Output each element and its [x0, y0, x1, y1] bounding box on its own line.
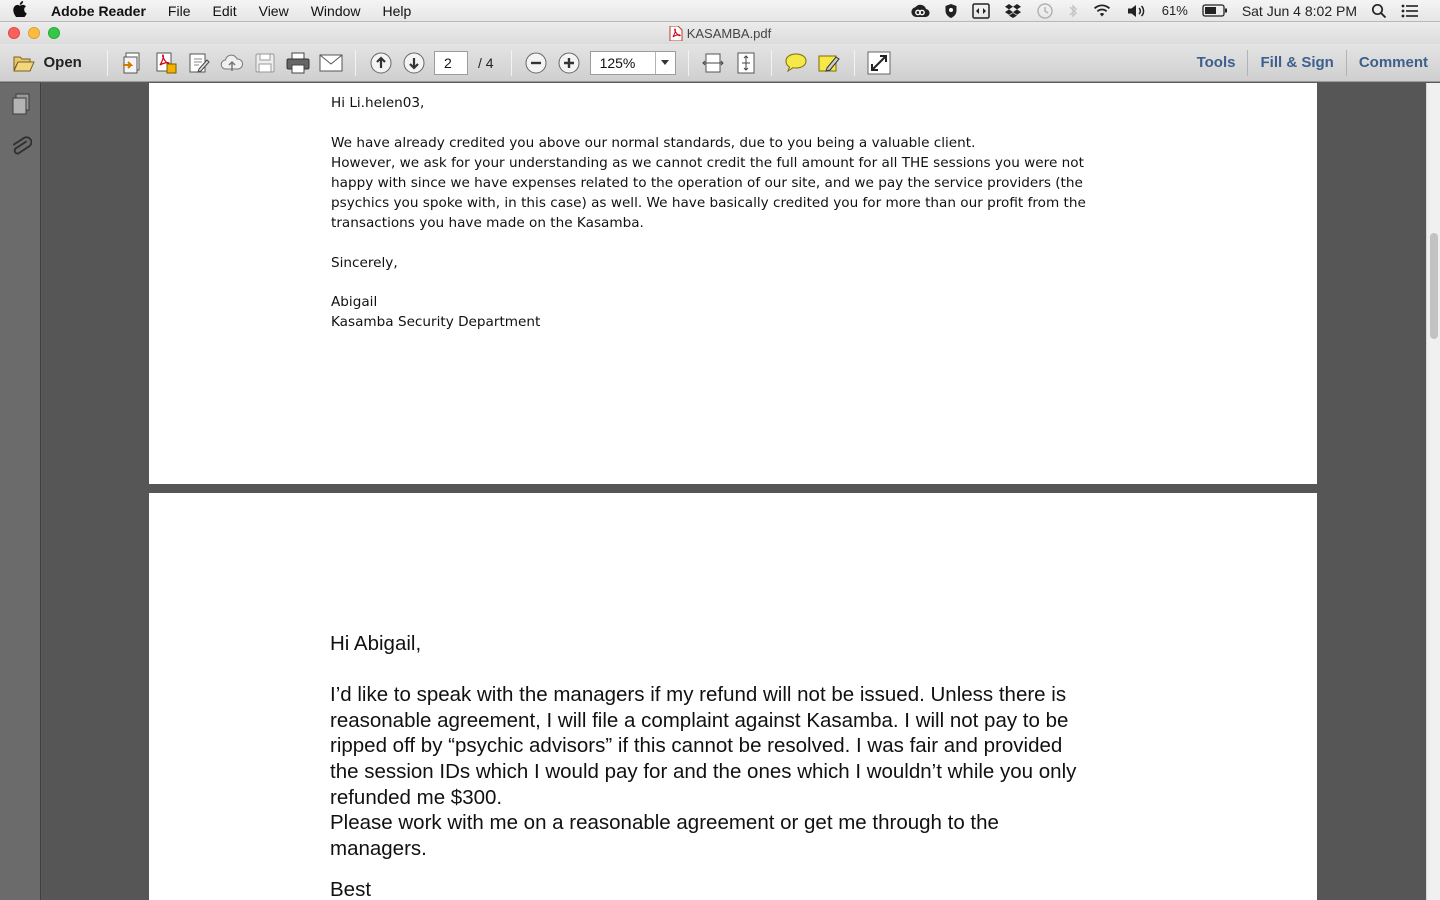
bluetooth-icon[interactable] [1068, 3, 1078, 19]
page1-signature-name: Abigail [331, 294, 378, 310]
pdf-page-2 [149, 493, 1317, 900]
upload-button[interactable] [218, 49, 246, 77]
menu-app-name[interactable]: Adobe Reader [51, 2, 146, 19]
page2-body-line: managers. [330, 837, 427, 860]
page-thumbnails-icon [10, 93, 32, 115]
dropbox-icon[interactable] [1004, 3, 1022, 19]
attachments-button[interactable] [10, 135, 32, 164]
page-thumbnails-button[interactable] [10, 93, 32, 120]
expand-arrows-icon [867, 51, 891, 75]
tools-tab[interactable]: Tools [1196, 53, 1236, 71]
scrollbar-thumb[interactable] [1430, 233, 1438, 339]
fit-page-button[interactable] [732, 49, 760, 77]
status-area [903, 0, 1440, 22]
toolbar-separator [854, 50, 855, 76]
notification-center-icon[interactable] [1401, 4, 1419, 18]
pdf-file-icon [669, 26, 683, 41]
battery-percent[interactable]: 61% [1161, 3, 1188, 18]
page2-body-line: ripped off by “psychic advisors” if this cannot be resolved. I was fair and provided [330, 734, 1063, 757]
fit-width-button[interactable] [699, 49, 727, 77]
close-window-button[interactable] [8, 27, 20, 39]
toolbar-separator [688, 50, 689, 76]
window-title-text: KASAMBA.pdf [686, 25, 772, 41]
page1-body-line: transactions you have made on the Kasamba. [331, 215, 644, 231]
page1-body-line: We have already credited you above our normal standards, due to you being a valuable client. [331, 135, 976, 151]
page2-body-line: the session IDs which I would pay for and the ones which I wouldn’t while you only [330, 760, 1077, 783]
page1-body-line: psychics you spoke with, in this case) as well. We have basically credited you for more than our profit from the [331, 195, 1086, 211]
add-comment-button[interactable] [782, 49, 810, 77]
navigation-pane [0, 83, 41, 900]
plus-circle-icon [557, 51, 581, 75]
menu-help[interactable]: Help [382, 2, 412, 19]
document-view[interactable] [42, 83, 1426, 900]
task-pane-tabs [1185, 44, 1440, 82]
apple-icon [13, 1, 27, 17]
minus-circle-icon [524, 51, 548, 75]
fill-sign-tab[interactable]: Fill & Sign [1260, 53, 1334, 71]
spotlight-icon[interactable] [1371, 3, 1387, 19]
creative-cloud-icon[interactable] [910, 4, 930, 18]
printer-icon [286, 52, 310, 74]
toolbar-separator [355, 50, 356, 76]
toolbar [0, 44, 1440, 82]
zoom-in-button[interactable] [555, 49, 583, 77]
open-label: Open [43, 54, 82, 71]
page1-body-line: happy with since we have expenses related to the operation of our site, and we pay the service providers (the [331, 175, 1083, 191]
cloud-upload-icon [220, 51, 244, 75]
arrow-up-circle-icon [369, 51, 393, 75]
highlighter-icon [817, 51, 841, 75]
create-pdf-button[interactable] [119, 49, 147, 77]
window-title-bar [0, 22, 1440, 44]
previous-page-button[interactable] [367, 49, 395, 77]
minimize-window-button[interactable] [28, 27, 40, 39]
toolbar-separator [771, 50, 772, 76]
page-total: / 4 [478, 54, 494, 71]
toolbar-separator [107, 50, 108, 76]
page2-closing-partial: Best [330, 878, 372, 900]
page2-body-line: reasonable agreement, I will file a complaint against Kasamba. I will not pay to be [330, 709, 1069, 732]
page-number-input[interactable]: 2 [434, 51, 468, 75]
open-button[interactable] [11, 49, 97, 77]
edit-pdf-button[interactable] [185, 49, 213, 77]
export-pdf-button[interactable] [152, 49, 180, 77]
menu-window[interactable]: Window [310, 2, 361, 19]
page2-body-line: refunded me $300. [330, 786, 503, 809]
speech-bubble-icon [784, 52, 808, 74]
chevron-down-icon [661, 60, 669, 65]
zoom-select[interactable] [590, 51, 676, 75]
page2-body-line: I’d like to speak with the managers if my refund will not be issued. Unless there is [330, 683, 1067, 706]
menu-view[interactable]: View [258, 2, 289, 19]
folder-open-icon [13, 54, 35, 72]
clock[interactable]: Sat Jun 4 8:02 PM [1241, 2, 1357, 19]
menu-file[interactable]: File [167, 2, 191, 19]
battery-icon[interactable] [1202, 4, 1228, 17]
page2-body-line: Please work with me on a reasonable agreement or get me through to the [330, 811, 999, 834]
comment-tab[interactable]: Comment [1358, 53, 1428, 71]
window-title [669, 26, 772, 41]
menu-edit[interactable]: Edit [212, 2, 237, 19]
export-pdf-icon [154, 51, 178, 75]
zoom-out-button[interactable] [522, 49, 550, 77]
input-source-icon[interactable] [972, 3, 990, 19]
volume-icon[interactable] [1126, 3, 1148, 19]
apple-menu[interactable] [0, 1, 40, 21]
full-screen-button[interactable] [865, 49, 893, 77]
toolbar-separator [511, 50, 512, 76]
page2-greeting: Hi Abigail, [330, 632, 422, 655]
zoom-window-button[interactable] [48, 27, 60, 39]
time-machine-icon[interactable] [1036, 2, 1054, 20]
print-button[interactable] [284, 49, 312, 77]
menu-bar [0, 0, 1440, 22]
wifi-icon[interactable] [1092, 3, 1112, 18]
page1-body-line: However, we ask for your understanding as we cannot credit the full amount for all THE sessions you were not [331, 155, 1084, 171]
vertical-scrollbar[interactable] [1426, 83, 1440, 900]
zoom-dropdown-button[interactable] [655, 52, 675, 74]
page1-closing: Sincerely, [331, 255, 398, 271]
shield-icon[interactable] [944, 3, 958, 19]
save-button[interactable] [251, 49, 279, 77]
create-pdf-icon [121, 51, 145, 75]
paperclip-icon [10, 135, 32, 159]
next-page-button[interactable] [400, 49, 428, 77]
pdf-page-1 [149, 83, 1317, 484]
page1-signature-dept: Kasamba Security Department [331, 314, 541, 330]
fit-page-icon [735, 52, 757, 74]
email-button[interactable] [317, 49, 345, 77]
page1-greeting: Hi Li.helen03, [331, 95, 425, 111]
zoom-value: 125% [599, 54, 636, 71]
arrow-down-circle-icon [402, 51, 426, 75]
highlight-button[interactable] [815, 49, 843, 77]
save-disk-icon [254, 52, 276, 74]
edit-pdf-icon [187, 51, 211, 75]
fit-width-icon [702, 52, 724, 74]
window-controls [8, 27, 68, 39]
envelope-icon [319, 54, 343, 72]
